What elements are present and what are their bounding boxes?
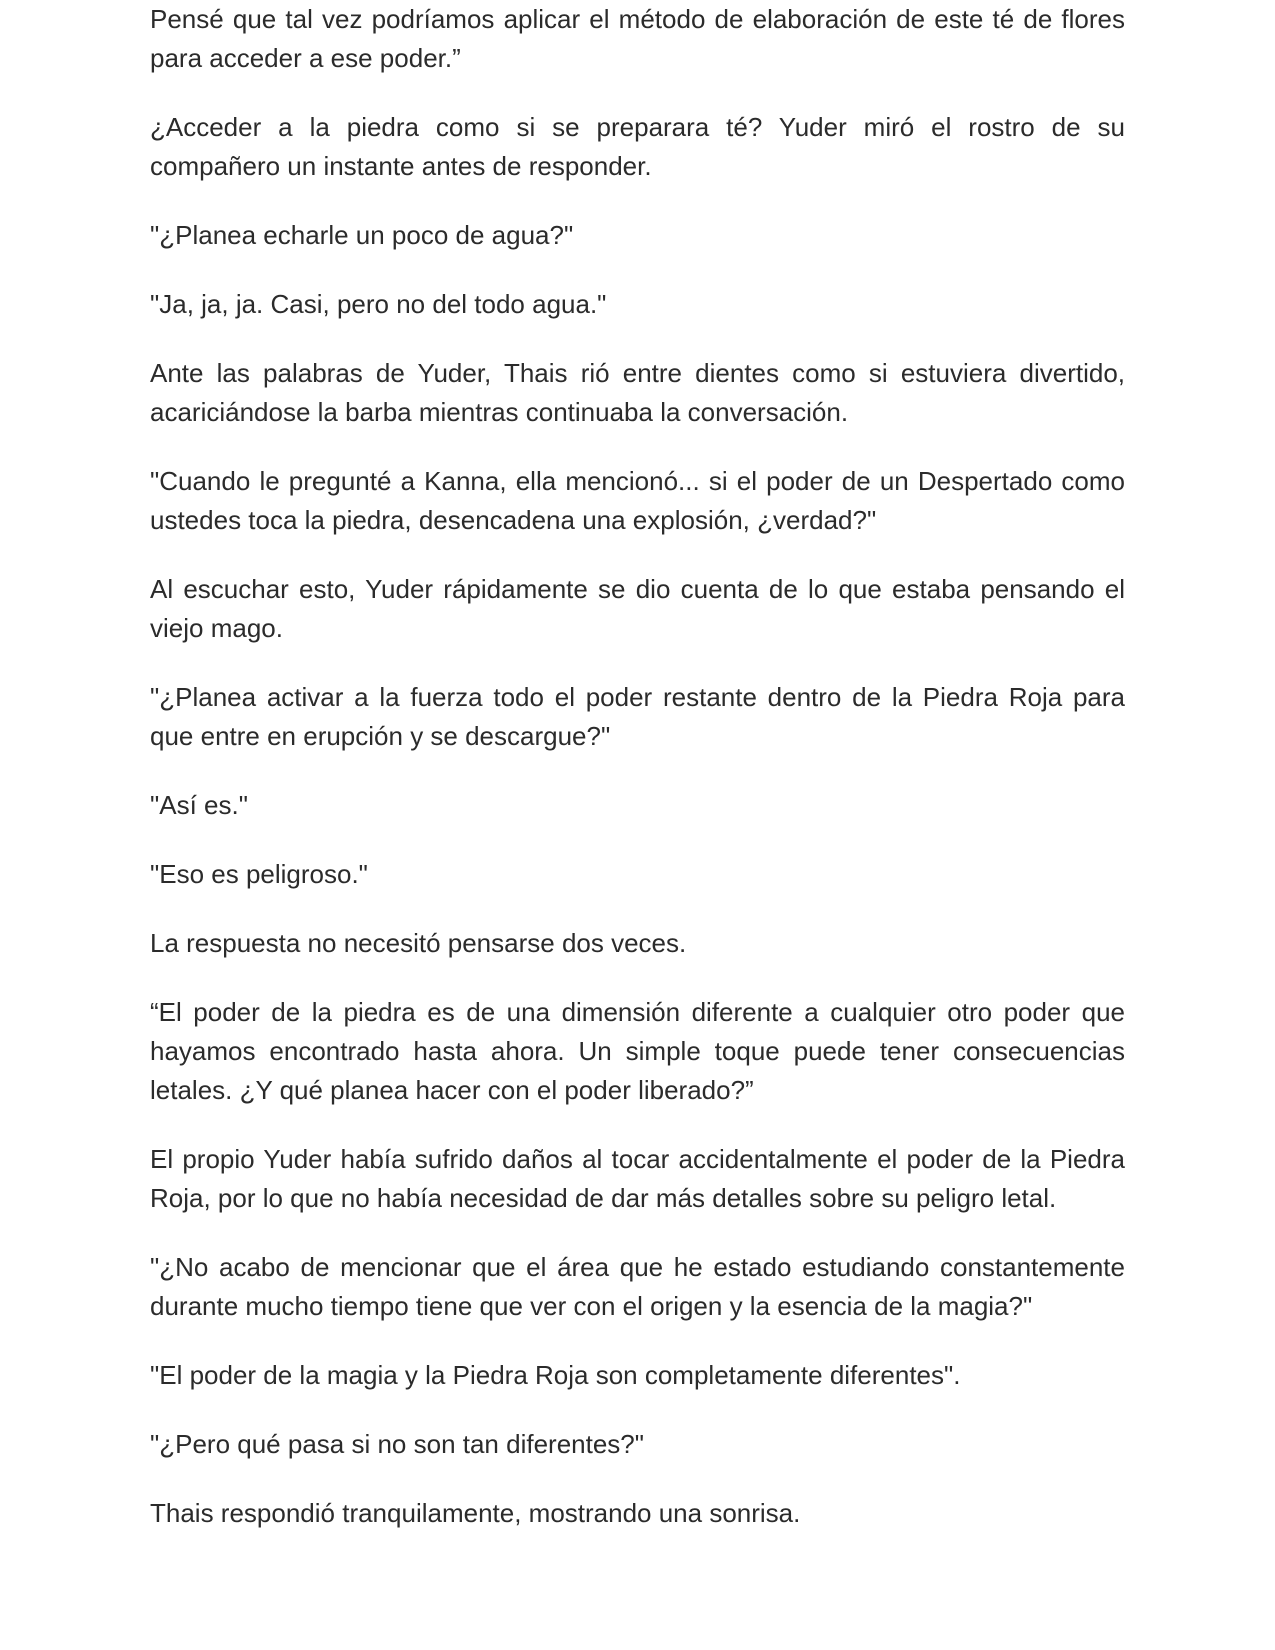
- paragraph: Al escuchar esto, Yuder rápidamente se dio cuenta de lo que estaba pensando el viejo mago.: [150, 574, 1125, 643]
- paragraph: "¿Planea echarle un poco de agua?": [150, 220, 574, 250]
- paragraph: "Eso es peligroso.": [150, 859, 368, 889]
- paragraph: Thais respondió tranquilamente, mostrando una sonrisa.: [150, 1498, 801, 1528]
- paragraph: ¿Acceder a la piedra como si se preparara té? Yuder miró el rostro de su compañero un instante antes de responder.: [150, 112, 1125, 181]
- paragraph: La respuesta no necesitó pensarse dos veces.: [150, 928, 687, 958]
- paragraph: El propio Yuder había sufrido daños al tocar accidentalmente el poder de la Piedra Roja, por lo que no había necesidad de dar más detalles sobre su peligro letal.: [150, 1144, 1125, 1213]
- paragraph: "El poder de la magia y la Piedra Roja son completamente diferentes".: [150, 1360, 961, 1390]
- paragraph: "¿No acabo de mencionar que el área que he estado estudiando constantemente durante mucho tiempo tiene que ver con el origen y la esencia de la magia?": [150, 1252, 1125, 1321]
- paragraph: "Así es.": [150, 790, 248, 820]
- paragraph: "¿Planea activar a la fuerza todo el poder restante dentro de la Piedra Roja para que entre en erupción y se descargue?": [150, 682, 1125, 751]
- paragraph: “El poder de la piedra es de una dimensión diferente a cualquier otro poder que hayamos encontrado hasta ahora. Un simple toque puede tener consecuencias letales. ¿Y qué planea hacer con el poder liberado?”: [150, 997, 1125, 1105]
- paragraph: "Cuando le pregunté a Kanna, ella mencionó... si el poder de un Despertado como ustedes toca la piedra, desencadena una explosión, ¿verdad?": [150, 466, 1125, 535]
- paragraph: "Ja, ja, ja. Casi, pero no del todo agua.": [150, 289, 607, 319]
- paragraph: "¿Pero qué pasa si no son tan diferentes?": [150, 1429, 644, 1459]
- paragraph: Ante las palabras de Yuder, Thais rió entre dientes como si estuviera divertido, acariciándose la barba mientras continuaba la conversación.: [150, 358, 1125, 427]
- document-body: [150, 0, 1125, 1563]
- paragraph: Pensé que tal vez podríamos aplicar el método de elaboración de este té de flores para acceder a ese poder.”: [150, 4, 1125, 73]
